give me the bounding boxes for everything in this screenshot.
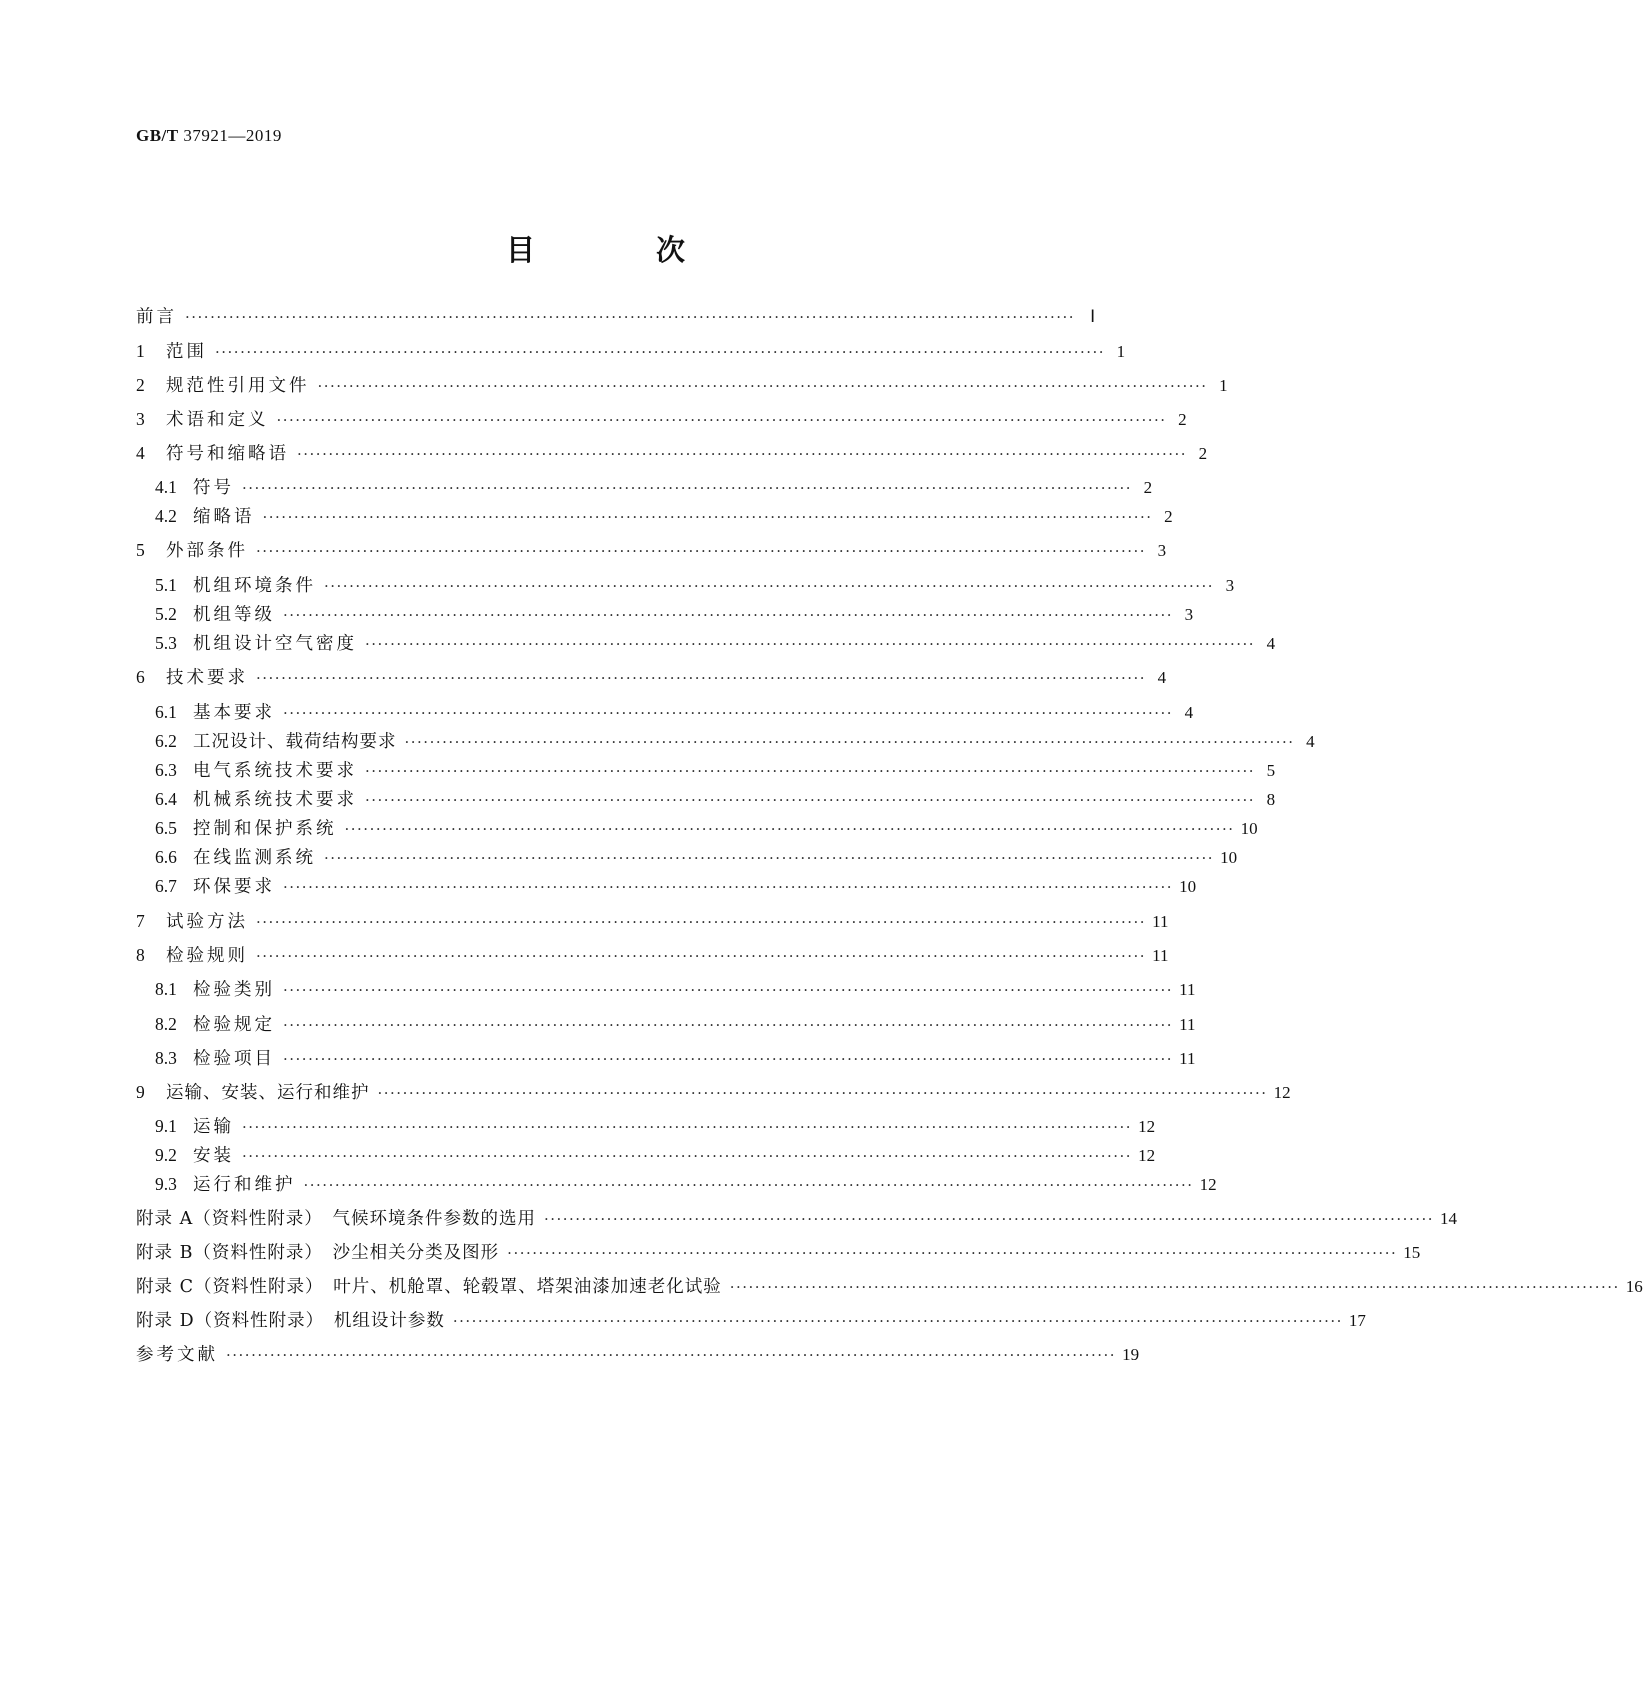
toc-leader: ·············································································································································· bbox=[365, 635, 1256, 653]
toc-number: 9 bbox=[136, 1082, 145, 1102]
toc-leader: ·············································································································································· bbox=[283, 1016, 1174, 1034]
toc-number: 5.2 bbox=[155, 604, 177, 624]
toc-leader: ·············································································································································· bbox=[242, 1147, 1133, 1165]
toc-label: 电气系统技术要求 bbox=[193, 761, 357, 781]
toc-leader: ·············································································································································· bbox=[377, 1084, 1268, 1102]
toc-leader: ·············································································································································· bbox=[256, 542, 1147, 560]
standard-number: 37921—2019 bbox=[183, 126, 282, 145]
toc-label: 试验方法 bbox=[166, 912, 248, 932]
toc-subentry[interactable] bbox=[136, 1143, 1156, 1168]
toc-label: 运输、安装、运行和维护 bbox=[166, 1083, 370, 1103]
toc-label: 运行和维护 bbox=[193, 1175, 296, 1195]
toc-page: 3 bbox=[1225, 576, 1235, 595]
toc-subentry[interactable] bbox=[136, 1046, 1196, 1071]
toc-leader: ·············································································································································· bbox=[262, 508, 1153, 526]
toc-leader: ·············································································································································· bbox=[283, 1050, 1174, 1068]
standard-prefix: GB/T bbox=[136, 126, 179, 145]
toc-page: 1 bbox=[1219, 376, 1228, 395]
toc-page: 8 bbox=[1266, 790, 1276, 809]
toc-leader: ·············································································································································· bbox=[283, 606, 1174, 624]
toc-label: 工况设计、载荷结构要求 bbox=[193, 732, 397, 752]
toc-subentry[interactable] bbox=[136, 977, 1196, 1002]
toc-label: 机械系统技术要求 bbox=[193, 790, 357, 810]
toc-number: 9.3 bbox=[155, 1174, 177, 1194]
toc-number: 6.4 bbox=[155, 789, 177, 809]
toc-page: 4 bbox=[1184, 703, 1194, 722]
toc-page: 2 bbox=[1143, 478, 1153, 497]
toc-subentry[interactable] bbox=[136, 1012, 1196, 1037]
toc-page: 17 bbox=[1348, 1311, 1366, 1330]
toc-page: 11 bbox=[1179, 1015, 1196, 1034]
toc-page: 3 bbox=[1157, 541, 1167, 560]
toc-page: 11 bbox=[1152, 946, 1169, 965]
toc-leader: ·············································································································································· bbox=[404, 733, 1295, 751]
toc-leader: ·············································································································································· bbox=[256, 669, 1147, 687]
toc-leader: ·············································································································································· bbox=[507, 1244, 1398, 1262]
toc-page: 12 bbox=[1138, 1146, 1156, 1165]
toc-number: 5 bbox=[136, 540, 145, 560]
toc-page: 10 bbox=[1220, 848, 1238, 867]
toc-subentry[interactable] bbox=[136, 1114, 1156, 1139]
toc-label: 缩略语 bbox=[193, 507, 255, 527]
toc-label: 检验项目 bbox=[193, 1049, 275, 1069]
toc-page: 10 bbox=[1240, 819, 1258, 838]
toc-label: 符号和缩略语 bbox=[166, 444, 289, 464]
toc-subentry[interactable] bbox=[136, 631, 1276, 656]
toc-label: 附录 B（资料性附录） 沙尘相关分类及图形 bbox=[136, 1243, 500, 1263]
toc-label: 附录 D（资料性附录） 机组设计参数 bbox=[136, 1311, 445, 1331]
toc-subentry[interactable] bbox=[136, 504, 1173, 529]
toc-label: 基本要求 bbox=[193, 703, 275, 723]
toc-page: 2 bbox=[1164, 507, 1173, 526]
toc-number: 8 bbox=[136, 945, 145, 965]
toc-entry[interactable] bbox=[136, 1080, 1291, 1105]
toc-page: 11 bbox=[1179, 1049, 1196, 1068]
toc-entry-appendix-b[interactable] bbox=[136, 1241, 1421, 1265]
toc-label: 外部条件 bbox=[166, 541, 248, 561]
toc-label: 前言 bbox=[136, 307, 177, 327]
toc-label: 符号 bbox=[193, 478, 234, 498]
toc-page: 4 bbox=[1157, 668, 1167, 687]
toc-number: 6.2 bbox=[155, 731, 177, 751]
toc-page: 11 bbox=[1152, 912, 1169, 931]
toc-page: 2 bbox=[1178, 410, 1187, 429]
toc-subentry[interactable] bbox=[136, 602, 1194, 627]
toc-leader: ·············································································································································· bbox=[365, 791, 1256, 809]
toc-number: 6.5 bbox=[155, 818, 177, 838]
toc-page: 4 bbox=[1266, 634, 1276, 653]
toc-label: 规范性引用文件 bbox=[166, 376, 310, 396]
toc-label: 在线监测系统 bbox=[193, 848, 316, 868]
toc-entry-appendix-a[interactable] bbox=[136, 1207, 1458, 1231]
toc-entry[interactable] bbox=[136, 909, 1169, 934]
toc-number: 1 bbox=[136, 341, 145, 361]
toc-leader: ·············································································································································· bbox=[317, 377, 1208, 395]
toc-label: 环保要求 bbox=[193, 877, 275, 897]
toc-page: 12 bbox=[1199, 1175, 1217, 1194]
toc-leader: ·············································································································································· bbox=[215, 343, 1106, 361]
toc-leader: ·············································································································································· bbox=[729, 1278, 1620, 1296]
toc-leader: ·············································································································································· bbox=[365, 762, 1256, 780]
toc-leader: ·············································································································································· bbox=[324, 849, 1215, 867]
toc-subentry[interactable] bbox=[136, 573, 1235, 598]
toc-label: 技术要求 bbox=[166, 668, 248, 688]
toc-leader: ·············································································································································· bbox=[185, 308, 1076, 326]
toc-label: 附录 C（资料性附录） 叶片、机舱罩、轮毂罩、塔架油漆加速老化试验 bbox=[136, 1277, 722, 1297]
toc-page: Ⅰ bbox=[1090, 307, 1096, 326]
toc-number: 6.3 bbox=[155, 760, 177, 780]
toc-entry[interactable] bbox=[136, 665, 1167, 690]
toc-entry-appendix-c[interactable] bbox=[136, 1275, 1643, 1299]
standard-code bbox=[136, 126, 282, 146]
toc-number: 8.2 bbox=[155, 1014, 177, 1034]
toc-label: 参考文献 bbox=[136, 1345, 218, 1365]
toc-page: 19 bbox=[1122, 1345, 1140, 1364]
toc-subentry[interactable] bbox=[136, 700, 1194, 725]
toc-page: 10 bbox=[1179, 877, 1197, 896]
toc-leader: ·············································································································································· bbox=[452, 1312, 1343, 1330]
toc-entry[interactable] bbox=[136, 407, 1187, 432]
toc-leader: ·············································································································································· bbox=[242, 479, 1133, 497]
toc-entry[interactable] bbox=[136, 441, 1208, 466]
toc-number: 5.3 bbox=[155, 633, 177, 653]
toc-entry-appendix-d[interactable] bbox=[136, 1309, 1366, 1333]
toc-label: 术语和定义 bbox=[166, 410, 269, 430]
toc-label: 检验类别 bbox=[193, 980, 275, 1000]
toc-number: 8.3 bbox=[155, 1048, 177, 1068]
toc-leader: ·············································································································································· bbox=[283, 704, 1174, 722]
toc-subentry[interactable] bbox=[136, 874, 1197, 899]
toc-number: 4.2 bbox=[155, 506, 177, 526]
toc-leader: ·············································································································································· bbox=[283, 981, 1174, 999]
toc-leader: ·············································································································································· bbox=[256, 947, 1147, 965]
toc-label: 附录 A（资料性附录） 气候环境条件参数的选用 bbox=[136, 1209, 536, 1229]
toc-subentry[interactable] bbox=[136, 729, 1315, 754]
toc-subentry[interactable] bbox=[136, 475, 1153, 500]
toc-number: 3 bbox=[136, 409, 145, 429]
toc-page: 5 bbox=[1266, 761, 1276, 780]
toc-leader: ·············································································································································· bbox=[543, 1210, 1435, 1228]
toc-leader: ·············································································································································· bbox=[242, 1118, 1133, 1136]
toc-entry[interactable] bbox=[136, 339, 1126, 364]
toc-number: 6.7 bbox=[155, 876, 177, 896]
toc-number: 4 bbox=[136, 443, 145, 463]
toc-entry[interactable] bbox=[136, 943, 1169, 968]
toc-leader: ·············································································································································· bbox=[344, 820, 1235, 838]
toc-label: 检验规则 bbox=[166, 946, 248, 966]
toc-label: 安装 bbox=[193, 1146, 234, 1166]
toc-leader: ·············································································································································· bbox=[297, 445, 1188, 463]
toc-number: 6.1 bbox=[155, 702, 177, 722]
toc-number: 2 bbox=[136, 375, 145, 395]
toc-subentry[interactable] bbox=[136, 758, 1276, 783]
toc-page: 14 bbox=[1440, 1209, 1458, 1228]
toc-page: 12 bbox=[1138, 1117, 1156, 1136]
toc-number: 9.1 bbox=[155, 1116, 177, 1136]
toc-leader: ·············································································································································· bbox=[226, 1346, 1117, 1364]
toc-number: 8.1 bbox=[155, 979, 177, 999]
page-title: 目 次 bbox=[505, 233, 731, 267]
toc-entry-references[interactable] bbox=[136, 1343, 1140, 1367]
toc-number: 7 bbox=[136, 911, 145, 931]
toc-number: 6 bbox=[136, 667, 145, 687]
toc-number: 5.1 bbox=[155, 575, 177, 595]
toc-number: 4.1 bbox=[155, 477, 177, 497]
toc-label: 机组等级 bbox=[193, 605, 275, 625]
toc-label: 检验规定 bbox=[193, 1015, 275, 1035]
toc-page: 2 bbox=[1198, 444, 1208, 463]
toc-entry[interactable] bbox=[136, 373, 1228, 398]
toc-leader: ·············································································································································· bbox=[303, 1176, 1194, 1194]
toc-page: 11 bbox=[1179, 980, 1196, 999]
toc-label: 机组设计空气密度 bbox=[193, 634, 357, 654]
toc-number: 6.6 bbox=[155, 847, 177, 867]
toc-page: 4 bbox=[1306, 732, 1315, 751]
toc-page: 1 bbox=[1116, 342, 1126, 361]
toc-subentry[interactable] bbox=[136, 816, 1258, 841]
toc-page: 3 bbox=[1184, 605, 1194, 624]
toc-subentry[interactable] bbox=[136, 1172, 1217, 1197]
toc-entry[interactable] bbox=[136, 538, 1167, 563]
toc-label: 机组环境条件 bbox=[193, 576, 316, 596]
toc-leader: ·············································································································································· bbox=[324, 577, 1215, 595]
toc-label: 范围 bbox=[166, 342, 207, 362]
toc-label: 运输 bbox=[193, 1117, 234, 1137]
toc-leader: ·············································································································································· bbox=[283, 878, 1174, 896]
toc-page: 12 bbox=[1273, 1083, 1291, 1102]
toc-leader: ·············································································································································· bbox=[256, 913, 1147, 931]
toc-entry-foreword[interactable] bbox=[136, 305, 1096, 329]
toc-page: 16 bbox=[1625, 1277, 1643, 1296]
toc-page: 15 bbox=[1403, 1243, 1421, 1262]
toc-subentry[interactable] bbox=[136, 787, 1276, 812]
toc-label: 控制和保护系统 bbox=[193, 819, 337, 839]
toc-subentry[interactable] bbox=[136, 845, 1238, 870]
toc-leader: ·············································································································································· bbox=[276, 411, 1167, 429]
toc-number: 9.2 bbox=[155, 1145, 177, 1165]
